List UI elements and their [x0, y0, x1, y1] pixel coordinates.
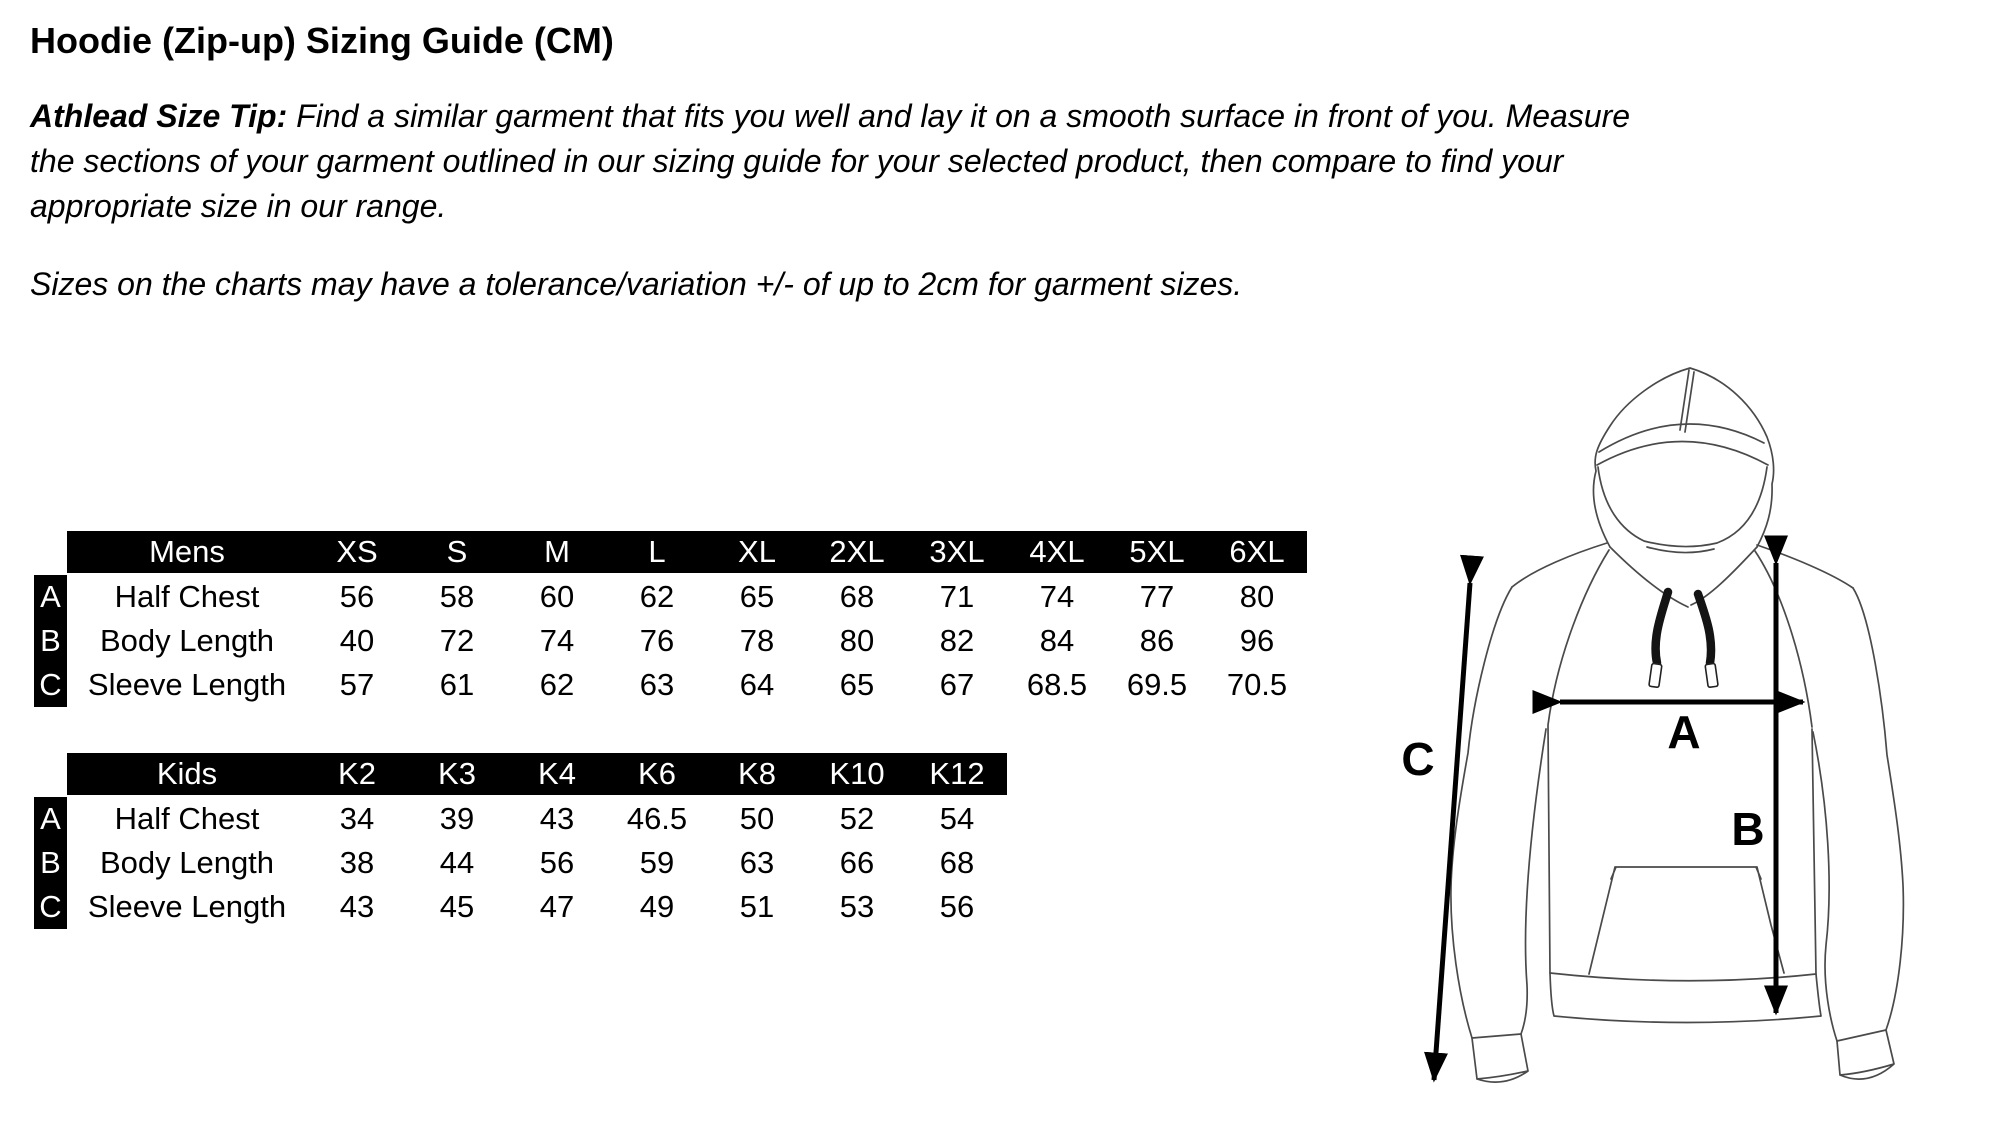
mens-header-row	[67, 531, 1307, 573]
value-cell: 80	[1239, 579, 1275, 614]
size-header-cell: K6	[638, 756, 676, 791]
value-cell: 62	[639, 579, 675, 614]
value-cell: 96	[1239, 623, 1275, 658]
value-cell: 58	[439, 579, 475, 614]
tip-label: Athlead Size Tip:	[30, 98, 288, 134]
left-drawstring-aglet	[1649, 663, 1662, 687]
size-header-cell: K2	[338, 756, 376, 791]
table-row	[67, 619, 1307, 663]
row-label-cell: Body Length	[99, 845, 275, 880]
value-cell: 57	[339, 667, 375, 702]
value-cell: 54	[939, 801, 975, 836]
size-header-cell: 5XL	[1129, 534, 1185, 569]
shoulders	[1512, 543, 1853, 588]
value-cell: 46.5	[626, 801, 688, 836]
value-cell: 61	[439, 667, 475, 702]
value-cell: 53	[839, 889, 875, 924]
size-header-cell: M	[544, 534, 570, 569]
kids-header-row	[67, 753, 1007, 795]
value-cell: 63	[639, 667, 675, 702]
kangaroo-pocket	[1589, 867, 1784, 974]
value-cell: 34	[339, 801, 375, 836]
value-cell: 69.5	[1126, 667, 1188, 702]
right-drawstring-aglet	[1705, 663, 1718, 687]
row-letter-cell: A	[40, 579, 61, 614]
size-header-cell: K4	[538, 756, 576, 791]
hood-face-opening	[1598, 467, 1767, 553]
table-row	[67, 885, 1007, 929]
measure-label-c: C	[1401, 733, 1435, 785]
value-cell: 39	[439, 801, 475, 836]
value-cell: 76	[639, 623, 675, 658]
row-letter-cell: B	[40, 845, 61, 880]
waistband	[1550, 973, 1821, 1023]
row-label-cell: Body Length	[99, 623, 275, 658]
value-cell: 50	[739, 801, 775, 836]
table-row	[67, 663, 1307, 707]
row-label-cell: Sleeve Length	[87, 667, 287, 702]
row-letter-column	[34, 797, 67, 929]
row-letter-cell: C	[39, 667, 62, 702]
size-header-cell: XL	[738, 534, 776, 569]
right-sleeve	[1813, 588, 1903, 1041]
value-cell: 44	[439, 845, 475, 880]
tip-line-1-text: Find a similar garment that fits you well and lay it on a smooth surface in front of you. Measure	[287, 98, 1631, 134]
row-label-cell: Half Chest	[114, 579, 260, 614]
table-rows	[67, 575, 1307, 707]
value-cell: 62	[539, 667, 575, 702]
measure-label-a: A	[1667, 706, 1701, 758]
page-title: Hoodie (Zip-up) Sizing Guide (CM)	[30, 20, 614, 61]
value-cell: 60	[539, 579, 575, 614]
measurement-arrows	[1401, 563, 1803, 1080]
value-cell: 68	[939, 845, 975, 880]
size-header-cell: 6XL	[1229, 534, 1285, 569]
value-cell: 59	[639, 845, 675, 880]
hood-front-flaps	[1610, 547, 1757, 607]
measure-label-b: B	[1731, 803, 1765, 855]
hood-top-seam	[1680, 370, 1694, 432]
value-cell: 68.5	[1026, 667, 1088, 702]
tip-line-1	[30, 94, 1990, 139]
value-cell: 64	[739, 667, 775, 702]
table-row	[67, 797, 1007, 841]
table-row	[67, 575, 1307, 619]
measure-arrow-c	[1434, 583, 1470, 1080]
value-cell: 74	[1039, 579, 1075, 614]
value-cell: 49	[639, 889, 675, 924]
size-header-cell: 2XL	[829, 534, 885, 569]
value-cell: 82	[939, 623, 975, 658]
value-cell: 40	[339, 623, 375, 658]
mens-size-table	[34, 531, 1307, 707]
hood-outline	[1593, 368, 1773, 547]
value-cell: 38	[339, 845, 375, 880]
hoodie-measurement-diagram	[1400, 285, 1960, 1145]
value-cell: 56	[539, 845, 575, 880]
value-cell: 45	[439, 889, 475, 924]
row-letter-cell: B	[40, 623, 61, 658]
kids-size-table	[34, 753, 1007, 929]
size-tip-paragraph	[30, 94, 1990, 229]
value-cell: 72	[439, 623, 475, 658]
value-cell: 84	[1039, 623, 1075, 658]
size-header-cell: XS	[336, 534, 378, 569]
value-cell: 70.5	[1226, 667, 1288, 702]
size-header-cell: S	[446, 534, 468, 569]
value-cell: 63	[739, 845, 775, 880]
table-rows	[67, 797, 1007, 929]
tip-line-2: the sections of your garment outlined in our sizing guide for your selected product, then compare to find your	[30, 143, 1564, 179]
value-cell: 66	[839, 845, 875, 880]
hood-rim	[1597, 424, 1768, 465]
table-row	[67, 841, 1007, 885]
value-cell: 80	[839, 623, 875, 658]
right-drawstring	[1698, 594, 1711, 663]
value-cell: 65	[839, 667, 875, 702]
value-cell: 56	[339, 579, 375, 614]
value-cell: 78	[739, 623, 775, 658]
size-header-cell: K12	[929, 756, 985, 791]
row-label-cell: Half Chest	[114, 801, 260, 836]
left-drawstring	[1656, 592, 1668, 663]
value-cell: 77	[1139, 579, 1175, 614]
value-cell: 68	[839, 579, 875, 614]
mens-table-title-cell: Mens	[149, 534, 225, 569]
row-letter-cell: C	[39, 889, 62, 924]
size-header-cell: L	[648, 534, 666, 569]
size-header-cell: K8	[738, 756, 776, 791]
value-cell: 86	[1139, 623, 1175, 658]
value-cell: 43	[339, 889, 375, 924]
size-header-cell: K10	[829, 756, 885, 791]
value-cell: 56	[939, 889, 975, 924]
left-cuff	[1472, 1034, 1528, 1082]
tip-line-3: appropriate size in our range.	[30, 188, 447, 224]
row-label-cell: Sleeve Length	[87, 889, 287, 924]
value-cell: 51	[739, 889, 775, 924]
value-cell: 67	[939, 667, 975, 702]
value-cell: 52	[839, 801, 875, 836]
right-cuff	[1837, 1030, 1894, 1079]
kids-table-title-cell: Kids	[156, 756, 218, 791]
value-cell: 71	[939, 579, 975, 614]
value-cell: 65	[739, 579, 775, 614]
row-letter-column	[34, 575, 67, 707]
size-header-cell: 4XL	[1029, 534, 1085, 569]
value-cell: 74	[539, 623, 575, 658]
size-header-cell: K3	[438, 756, 476, 791]
value-cell: 47	[539, 889, 575, 924]
size-header-cell: 3XL	[929, 534, 985, 569]
tolerance-note: Sizes on the charts may have a tolerance/variation +/- of up to 2cm for garment sizes.	[30, 266, 1243, 302]
row-letter-cell: A	[40, 801, 61, 836]
value-cell: 43	[539, 801, 575, 836]
